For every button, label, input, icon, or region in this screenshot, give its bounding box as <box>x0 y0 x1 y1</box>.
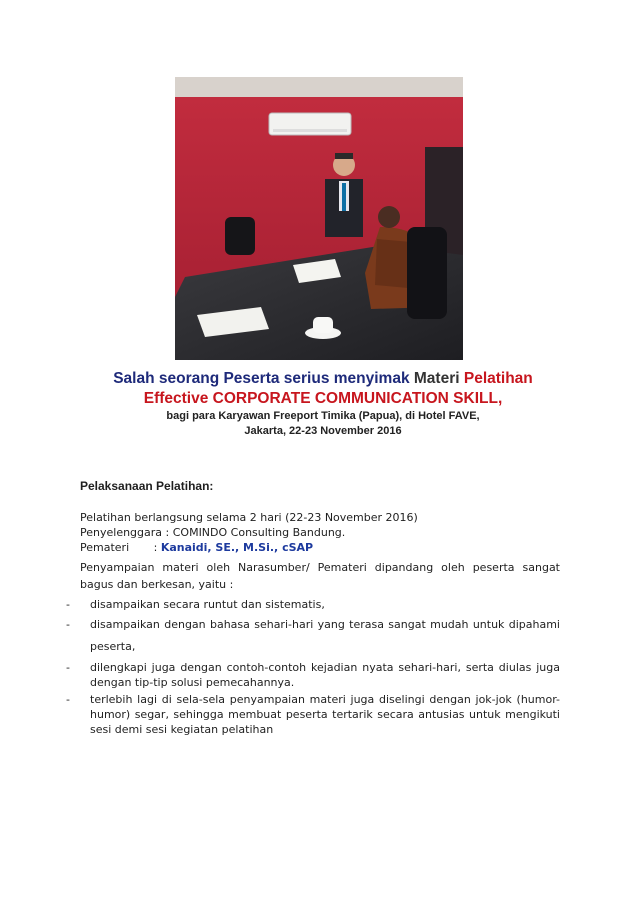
organizer-line <box>80 525 560 540</box>
caption-line-4: Jakarta, 22-23 November 2016 <box>244 425 402 437</box>
dash-marker: - <box>66 598 70 611</box>
list-item-text: terlebih lagi di sela-sela penyampaian materi juga diselingi dengan jok-jok (humor-humor) segar, sehingga membuat peserta tertarik secara antusias untuk mengikuti sesi demi sesi kegiatan pelatihan <box>90 693 560 736</box>
caption-line-2: Effective CORPORATE COMMUNICATION SKILL, <box>143 390 503 407</box>
section-heading: Pelaksanaan Pelatihan: <box>80 479 214 493</box>
organizer-value: COMINDO Consulting Bandung. <box>172 526 346 539</box>
list-item <box>66 692 560 737</box>
intro-paragraph: Penyampaian materi oleh Narasumber/ Pemateri dipandang oleh peserta sangat bagus dan berkesan, yaitu : <box>80 561 560 591</box>
caption-text: Materi <box>413 370 464 387</box>
list-item-text: disampaikan secara runtut dan sistematis, <box>90 598 325 611</box>
training-section <box>66 479 560 739</box>
caption-text: bagi para Karyawan Freeport Timika (Papua), <box>166 410 406 422</box>
dash-marker: - <box>66 693 70 706</box>
caption-text: Pelatihan <box>463 370 533 387</box>
caption-text: di Hotel FAVE, <box>405 410 480 422</box>
list-item-text: disampaikan dengan bahasa sehari-hari yang terasa sangat mudah untuk dipahami peserta, <box>90 618 560 653</box>
caption-text: Salah seorang Peserta serius menyimak <box>113 370 414 387</box>
speaker-value: Kanaidi, SE., M.Si., cSAP <box>160 541 314 554</box>
dash-marker: - <box>66 618 70 631</box>
list-item-text: dilengkapi juga dengan contoh-contoh kejadian nyata sehari-hari, serta diulas juga dengan tip-tip solusi pemecahannya. <box>90 661 560 689</box>
caption-line-3 <box>88 409 558 424</box>
organizer-label: Penyelenggara : <box>80 526 173 539</box>
bullet-list <box>66 597 560 737</box>
list-item <box>66 660 560 690</box>
duration-line: Pelatihan berlangsung selama 2 hari (22-23 November 2016) <box>80 511 418 524</box>
caption-line-1 <box>88 369 558 389</box>
list-item <box>66 597 560 612</box>
training-photo <box>175 77 463 360</box>
speaker-label: Pemateri : <box>80 541 161 554</box>
list-item <box>66 614 560 658</box>
dash-marker: - <box>66 661 70 674</box>
photo-caption <box>88 369 558 439</box>
speaker-line <box>80 540 560 555</box>
